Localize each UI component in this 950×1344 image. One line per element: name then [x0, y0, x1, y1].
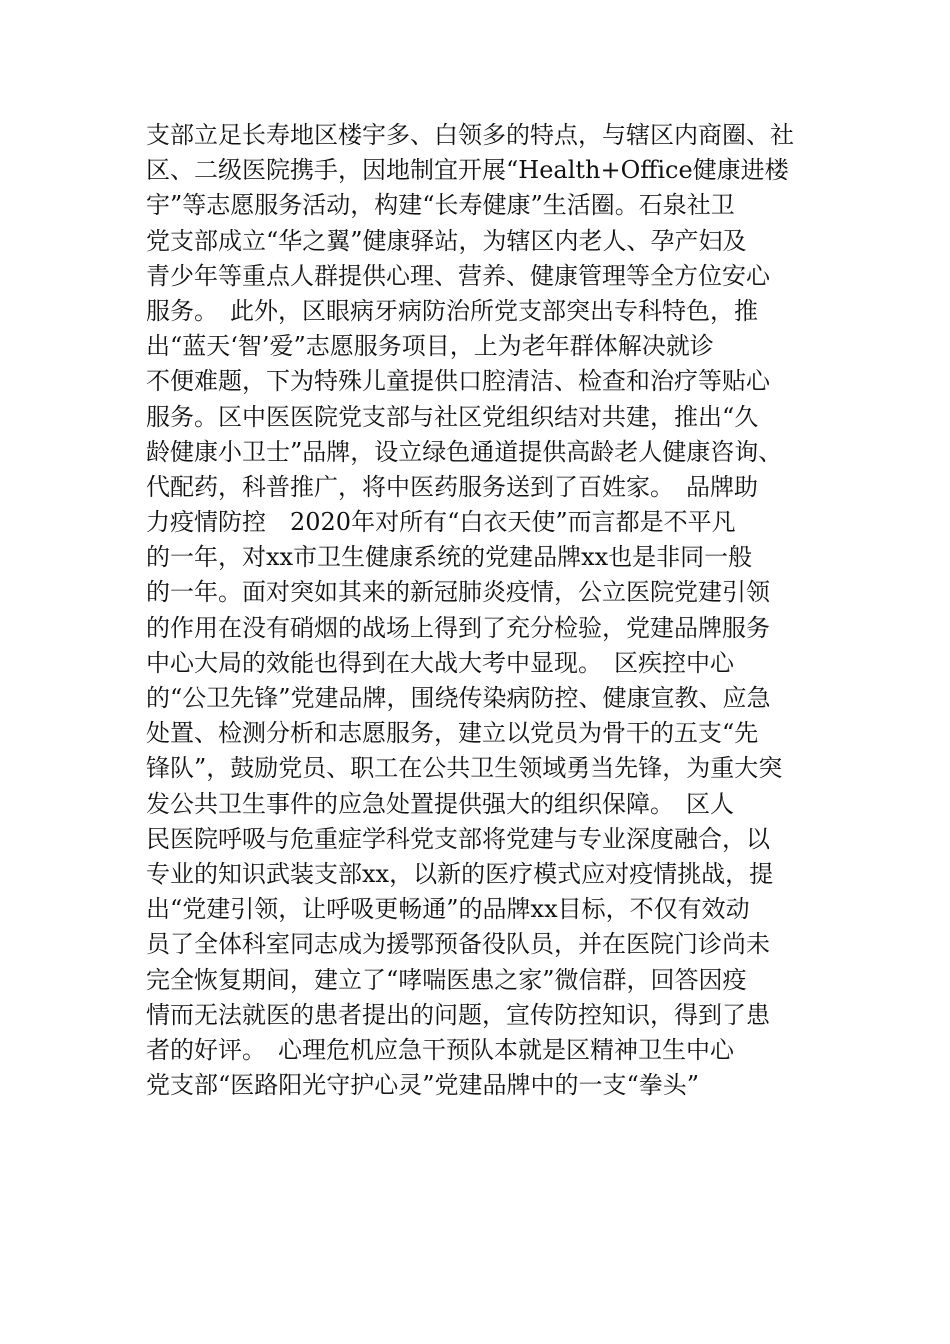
- text-line-4: 党支部成立“华之翼”健康驿站，为辖区内老人、孕产妇及: [146, 226, 747, 255]
- text-line-8: 不便难题，下为特殊儿童提供口腔清洁、检查和治疗等贴心: [146, 367, 770, 396]
- text-line-9: 服务。区中医医院党支部与社区党组织结对共建，推出“久: [146, 402, 759, 431]
- text-line-21: 民医院呼吸与危重症学科党支部将党建与专业深度融合，以: [146, 824, 770, 853]
- text-line-15: 的作用在没有硝烟的战场上得到了充分检验，党建品牌服务: [146, 613, 770, 642]
- text-line-10: 龄健康小卫士”品牌，设立绿色通道提供高龄老人健康咨询、: [146, 437, 783, 466]
- text-line-13: 的一年，对xx市卫生健康系统的党建品牌xx也是非同一般: [146, 543, 753, 572]
- text-line-6: 服务。 此外，区眼病牙病防治所党支部突出专科特色，推: [146, 296, 758, 325]
- text-line-19: 锋队”，鼓励党员、职工在公共卫生领域勇当先锋，为重大突: [146, 754, 783, 783]
- body-text: [146, 118, 836, 1103]
- text-line-25: 完全恢复期间，建立了“哮喘医患之家”微信群，回答因疫: [146, 965, 747, 994]
- text-line-12: 力疫情防控 2020年对所有“白衣天使”而言都是不平凡: [146, 508, 736, 537]
- text-line-3: 宇”等志愿服务活动，构建“长寿健康”生活圈。石泉社卫: [146, 191, 735, 220]
- text-line-22: 专业的知识武装支部xx，以新的医疗模式应对疫情挑战，提: [146, 859, 774, 888]
- text-line-7: 出“蓝天‘智’爱”志愿服务项目，上为老年群体解决就诊: [146, 332, 714, 361]
- text-line-24: 员了全体科室同志成为援鄂预备役队员，并在医院门诊尚未: [146, 930, 770, 959]
- text-line-28: 党支部“医路阳光守护心灵”党建品牌中的一支“拳头”: [146, 1071, 700, 1100]
- text-line-2: 区、二级医院携手，因地制宜开展“Health+Office健康进楼: [146, 156, 789, 185]
- text-line-20: 发公共卫生事件的应急处置提供强大的组织保障。 区人: [146, 789, 734, 818]
- text-line-23: 出“党建引领，让呼吸更畅通”的品牌xx目标，不仅有效动: [146, 895, 750, 924]
- text-line-5: 青少年等重点人群提供心理、营养、健康管理等全方位安心: [146, 261, 770, 290]
- text-line-27: 者的好评。 心理危机应急干预队本就是区精神卫生中心: [146, 1035, 734, 1064]
- text-line-1: 支部立足长寿地区楼宇多、白领多的特点，与辖区内商圈、社: [146, 121, 794, 149]
- text-line-11: 代配药，科普推广，将中医药服务送到了百姓家。 品牌助: [146, 472, 758, 501]
- text-line-14: 的一年。面对突如其来的新冠肺炎疫情，公立医院党建引领: [146, 578, 770, 607]
- text-line-16: 中心大局的效能也得到在大战大考中显现。 区疾控中心: [146, 648, 734, 677]
- text-line-26: 情而无法就医的患者提出的问题，宣传防控知识，得到了患: [146, 1000, 770, 1029]
- text-line-18: 处置、检测分析和志愿服务，建立以党员为骨干的五支“先: [146, 719, 759, 748]
- text-line-17: 的“公卫先锋”党建品牌，围绕传染病防控、健康宣教、应急: [146, 684, 771, 712]
